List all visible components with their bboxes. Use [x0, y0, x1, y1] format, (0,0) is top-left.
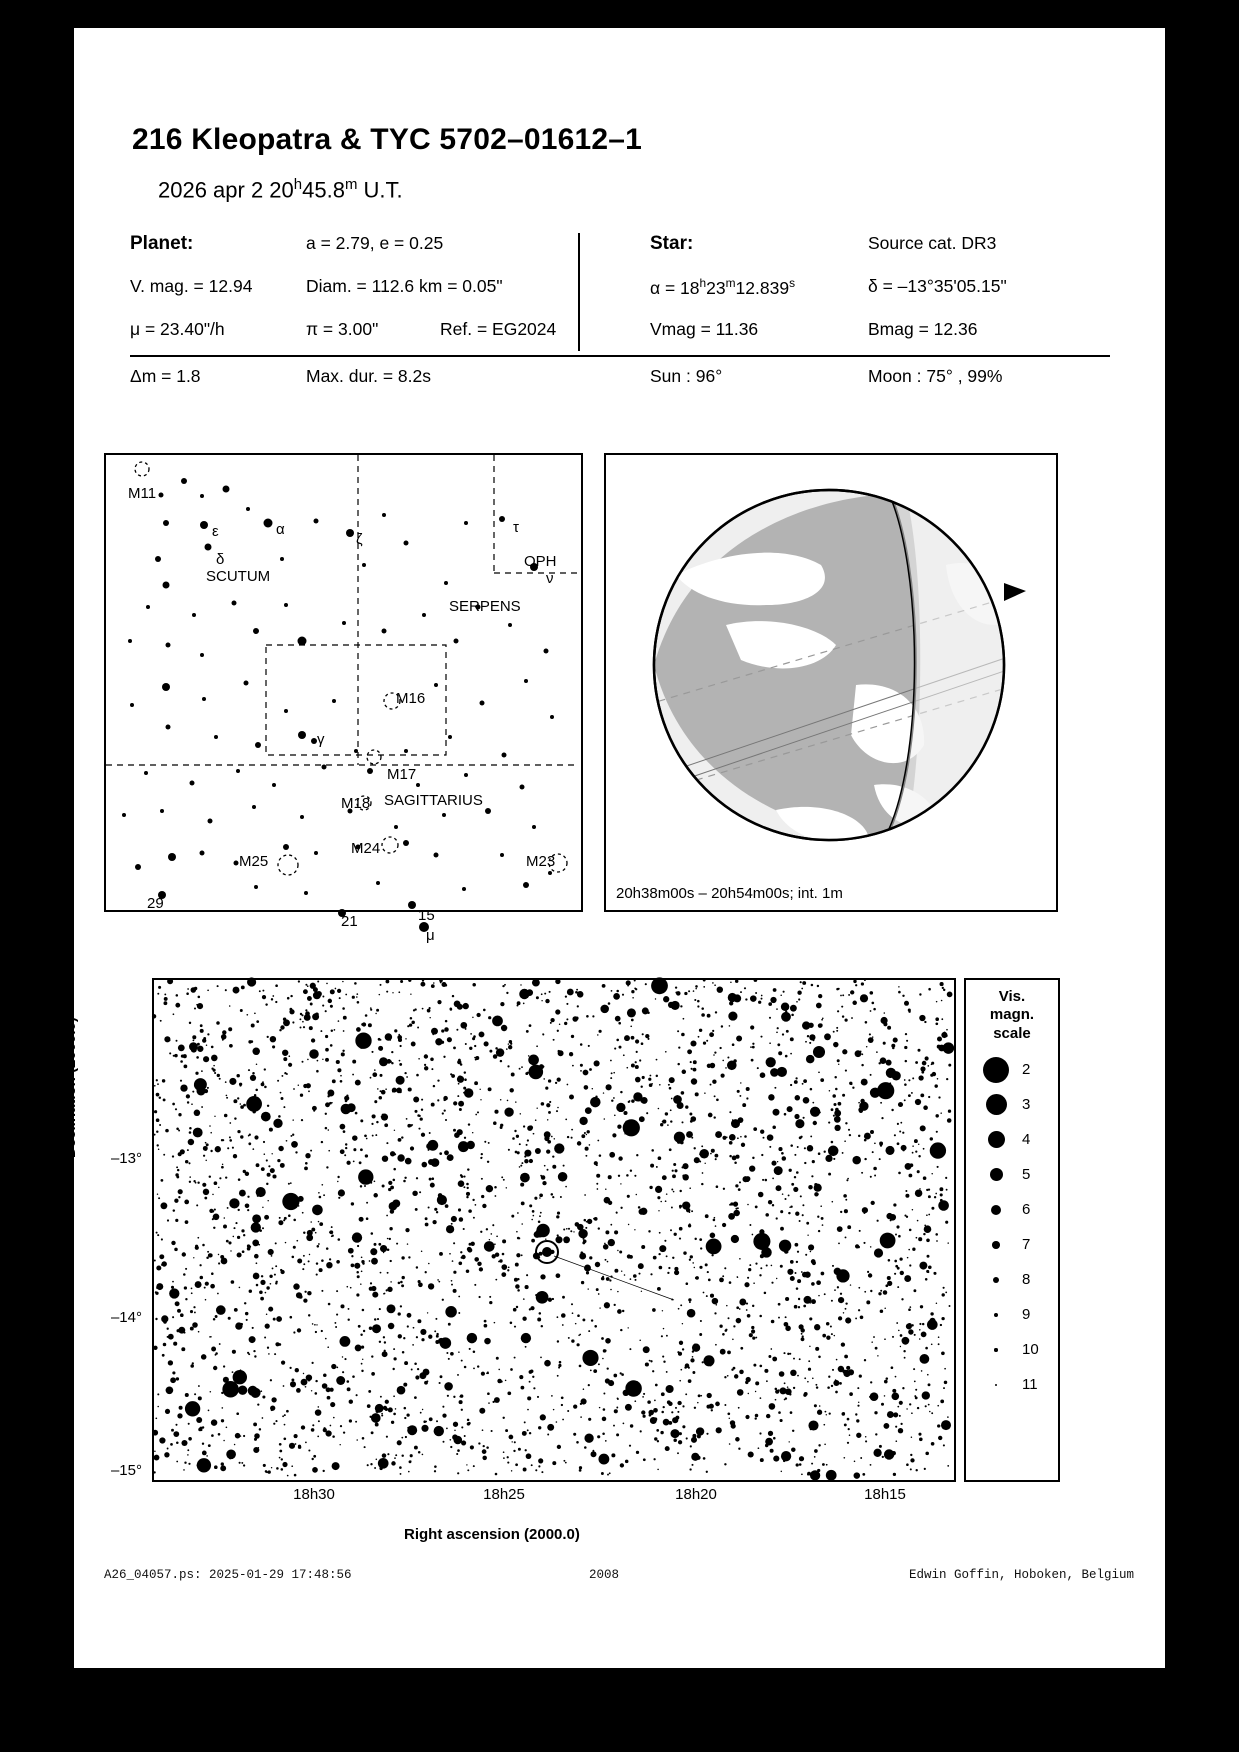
- planet-proper-motion: μ = 23.40"/h: [130, 319, 225, 339]
- legend-rows: [966, 1053, 1058, 1403]
- star-source-catalog: Source cat. DR3: [868, 233, 997, 253]
- date-suffix: U.T.: [357, 177, 403, 203]
- legend-label-mag-7: 7: [1022, 1235, 1031, 1253]
- chart-xtick-3: 18h15: [864, 1486, 906, 1503]
- legend-row: [966, 1333, 1058, 1368]
- legend-dot-mag-11: [995, 1384, 997, 1386]
- date-minute-unit: m: [344, 176, 358, 193]
- sky-label-7: OPH: [524, 553, 557, 570]
- legend-row: [966, 1053, 1058, 1088]
- planet-diameter: Diam. = 112.6 km = 0.05": [306, 276, 503, 296]
- info-vertical-divider: [578, 233, 580, 351]
- date-prefix: 2026 apr 2 20: [158, 177, 294, 203]
- legend-row: [966, 1123, 1058, 1158]
- legend-label-mag-9: 9: [1022, 1305, 1031, 1323]
- chart-xtick-2: 18h20: [675, 1486, 717, 1503]
- sky-label-5: ζ: [356, 531, 363, 548]
- legend-row: [966, 1158, 1058, 1193]
- legend-label-mag-2: 2: [1022, 1060, 1031, 1078]
- star-vmag: Vmag = 11.36: [650, 319, 759, 339]
- sky-label-3: δ: [216, 551, 225, 568]
- sky-label-14: SAGITTARIUS: [384, 792, 483, 809]
- sky-label-1: ε: [212, 523, 219, 540]
- chart-xtick-1: 18h25: [483, 1486, 525, 1503]
- chart-y-axis-label: Declination (2000.0): [62, 1017, 79, 1158]
- globe-caption: 20h38m00s – 20h54m00s; int. 1m: [616, 885, 843, 902]
- footer-file: A26_04057.ps: 2025-01-29 17:48:56: [104, 1568, 352, 1582]
- legend-row: [966, 1228, 1058, 1263]
- globe-svg: [606, 455, 1052, 906]
- planet-orbit: a = 2.79, e = 0.25: [306, 233, 444, 253]
- constellation-map-svg: [106, 455, 577, 906]
- sky-label-6: τ: [513, 519, 519, 536]
- max-duration: Max. dur. = 8.2s: [306, 366, 431, 386]
- magnitude-drop: Δm = 1.8: [130, 366, 201, 386]
- legend-dot-mag-7: [992, 1241, 1000, 1249]
- date-hour-unit: h: [293, 176, 303, 193]
- legend-dot-mag-5: [990, 1168, 1003, 1181]
- legend-label-mag-10: 10: [1022, 1340, 1039, 1358]
- sky-label-12: M17: [387, 766, 417, 783]
- legend-row: [966, 1298, 1058, 1333]
- legend-label-mag-4: 4: [1022, 1130, 1031, 1148]
- sky-label-2: α: [276, 521, 285, 538]
- legend-dot-mag-3: [986, 1094, 1007, 1115]
- info-row-2: [130, 276, 1110, 319]
- legend-row: [966, 1368, 1058, 1403]
- info-horizontal-divider: [130, 355, 1110, 357]
- legend-label-mag-11: 11: [1022, 1375, 1038, 1393]
- star-label: Star:: [650, 233, 694, 254]
- legend-label-mag-8: 8: [1022, 1270, 1031, 1288]
- sky-label-20: 15: [418, 907, 435, 924]
- sky-label-13: M18: [341, 795, 371, 812]
- sky-label-9: SERPENS: [449, 598, 521, 615]
- sky-label-17: M23: [526, 853, 556, 870]
- date-minutes: 45.8: [302, 177, 345, 203]
- legend-title-line-3: scale: [993, 1024, 1031, 1042]
- chart-x-axis-label: Right ascension (2000.0): [404, 1526, 580, 1543]
- legend-dot-mag-4: [988, 1131, 1005, 1148]
- sky-label-11: γ: [317, 731, 325, 748]
- page-title: 216 Kleopatra & TYC 5702–01612–1: [132, 123, 643, 156]
- legend-title-line-2: magn.: [989, 1006, 1035, 1024]
- sky-label-8: ν: [546, 570, 554, 587]
- constellation-map: [104, 453, 583, 944]
- sky-label-15: M24: [351, 840, 381, 857]
- legend-row: [966, 1193, 1058, 1228]
- star-declination: δ = –13°35'05.15": [868, 276, 1007, 296]
- info-summary-row: [130, 366, 1110, 396]
- sky-label-18: 29: [147, 895, 164, 912]
- footer-credit: Edwin Goffin, Hoboken, Belgium: [908, 1568, 1134, 1582]
- info-row-1: [130, 233, 1110, 276]
- legend-label-mag-3: 3: [1022, 1095, 1031, 1113]
- legend-title: [966, 980, 1058, 1043]
- legend-dot-mag-9: [994, 1313, 999, 1318]
- star-bmag: Bmag = 12.36: [868, 319, 978, 339]
- sky-label-21: μ: [426, 927, 435, 944]
- moon-elongation: Moon : 75° , 99%: [868, 366, 1003, 386]
- sun-elongation: Sun : 96°: [650, 366, 723, 386]
- chart-ytick-0: –13°: [110, 1150, 142, 1167]
- legend-dot-mag-2: [983, 1057, 1009, 1083]
- planet-label: Planet:: [130, 233, 194, 254]
- chart-ytick-1: –14°: [110, 1309, 142, 1326]
- sky-label-19: 21: [341, 913, 358, 930]
- sky-label-4: SCUTUM: [206, 568, 271, 585]
- info-table: [130, 233, 1110, 362]
- legend-row: [966, 1088, 1058, 1123]
- legend-label-mag-5: 5: [1022, 1165, 1031, 1183]
- footer-center: 2008: [589, 1568, 620, 1582]
- planet-vmag: V. mag. = 12.94: [130, 276, 253, 296]
- star-chart-svg: [154, 980, 950, 1476]
- legend-title-line-1: Vis.: [998, 988, 1026, 1005]
- star-chart: [152, 978, 956, 1482]
- sky-label-16: M25: [239, 853, 269, 870]
- legend-row: [966, 1263, 1058, 1298]
- legend-dot-mag-8: [993, 1277, 999, 1283]
- legend-dot-mag-6: [991, 1205, 1001, 1215]
- star-right-ascension: $\alpha = 18^h23^m12.839^s$: [650, 276, 796, 298]
- sky-label-0: M11: [128, 485, 157, 502]
- chart-xtick-0: 18h30: [293, 1486, 335, 1503]
- visibility-globe: [604, 453, 1058, 912]
- date-line: [158, 176, 403, 203]
- legend-dot-mag-10: [994, 1348, 997, 1351]
- legend-label-mag-6: 6: [1022, 1200, 1031, 1218]
- chart-ytick-2: –15°: [110, 1462, 142, 1479]
- document-page: [62, 28, 1165, 1668]
- planet-parallax: π = 3.00": [306, 319, 379, 339]
- magnitude-legend: [964, 978, 1060, 1482]
- sky-label-10: M16: [396, 690, 426, 707]
- planet-reference: Ref. = EG2024: [440, 319, 557, 339]
